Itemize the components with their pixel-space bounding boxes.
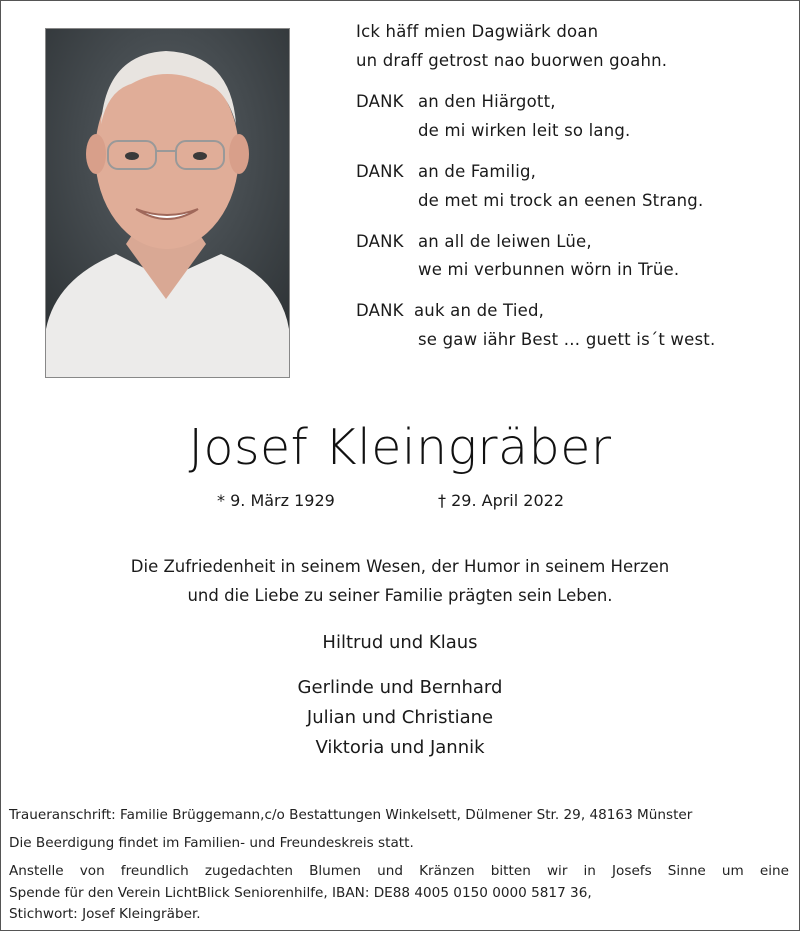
quote-line: und die Liebe zu seiner Familie prägten sein Leben. xyxy=(187,586,613,605)
poem-stanza-line xyxy=(356,301,544,320)
funeral-note: Die Beerdigung findet im Familien- und Freundeskreis statt. xyxy=(9,835,414,851)
dank-word: DANK xyxy=(356,92,404,111)
poem-stanza-line xyxy=(356,232,592,251)
deceased-name: Josef Kleingräber xyxy=(188,419,612,476)
poem-intro-line: Ick häff mien Dagwiärk doan xyxy=(356,22,599,41)
donation-text: Anstelle von freundlich zugedachten Blumen und Kränzen bitten wir in Josefs Sinne um eine xyxy=(9,863,789,879)
stanza-text: an de Familig, xyxy=(418,162,537,181)
dank-word: DANK xyxy=(356,232,404,251)
donation-keyword: Stichwort: Josef Kleingräber. xyxy=(9,906,201,922)
donation-text: Spende für den Verein LichtBlick Seniorenhilfe, IBAN: DE88 4005 0150 0000 5817 36, xyxy=(9,885,592,901)
poem-stanza-line xyxy=(356,92,556,111)
mourning-address: Traueranschrift: Familie Brüggemann,c/o Bestattungen Winkelsett, Dülmener Str. 29, 48163 Münster xyxy=(9,807,693,823)
dank-word: DANK xyxy=(356,162,404,181)
stanza-text: auk an de Tied, xyxy=(414,301,545,320)
family-member: Gerlinde und Bernhard xyxy=(297,677,503,698)
poem-intro-line: un draff getrost nao buorwen goahn. xyxy=(356,51,668,70)
family-member: Julian und Christiane xyxy=(306,707,494,728)
death-date: † 29. April 2022 xyxy=(438,491,564,510)
stanza-text: an all de leiwen Lüe, xyxy=(418,232,592,251)
dank-word: DANK xyxy=(356,301,404,320)
poem-stanza-line: de met mi trock an eenen Strang. xyxy=(418,191,704,210)
family-member: Hiltrud und Klaus xyxy=(322,632,478,653)
poem-stanza-line: se gaw iähr Best … guett is´t west. xyxy=(418,330,716,349)
poem-stanza-line: de mi wirken leit so lang. xyxy=(418,121,631,140)
portrait-photo xyxy=(45,28,290,378)
poem-stanza-line: we mi verbunnen wörn in Trüe. xyxy=(418,260,680,279)
quote-line: Die Zufriedenheit in seinem Wesen, der Humor in seinem Herzen xyxy=(130,557,670,576)
birth-date: * 9. März 1929 xyxy=(217,491,335,510)
poem-stanza-line xyxy=(356,162,536,181)
stanza-text: an den Hiärgott, xyxy=(418,92,556,111)
family-member: Viktoria und Jannik xyxy=(315,737,485,758)
